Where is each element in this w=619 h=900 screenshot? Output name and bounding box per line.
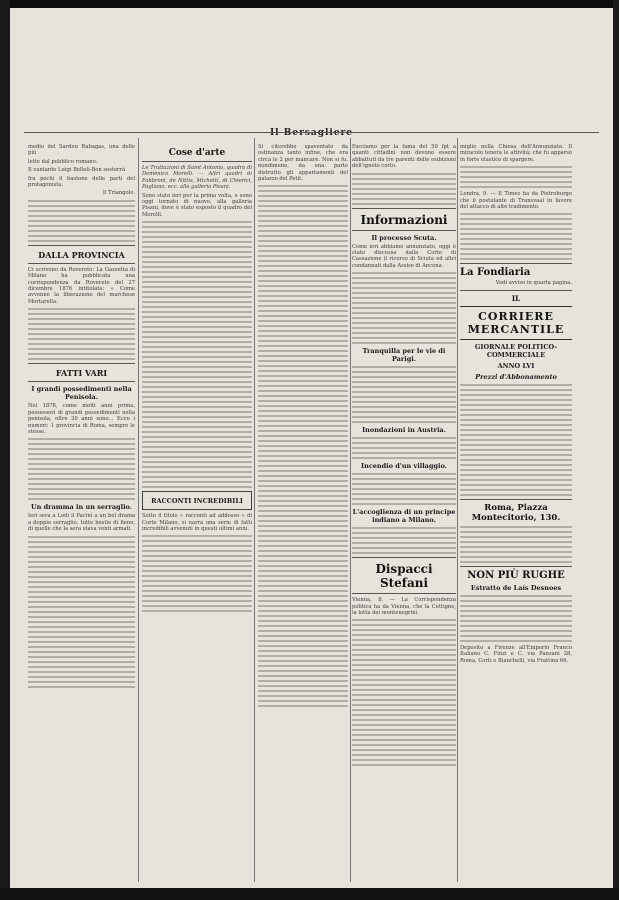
corriere-subtitle: GIORNALE POLITICO-COMMERCIALE <box>474 342 558 359</box>
article-headline: L'accoglienza di un principe indiano a Milano. <box>352 508 456 525</box>
article-body: Sono stato ieri per la prima volta, e sono oggi tornato di nuovo, alla galleria Pisani, dove è stato esposto il quadro del Morelli. <box>142 192 252 218</box>
newspaper-title: Il Bersagliere <box>269 128 354 138</box>
article-subtitle: Le Trattazioni di Saint Antonio, quadro di Domenico Morelli. — Altri quadri di Fabbroni, de Nittis, Michetti, di Chierici, Pagliano, ecc. alla galleria Pisani. <box>142 165 252 191</box>
column-3 <box>258 144 348 882</box>
article-headline: I grandi possedimenti nella Penisola. <box>31 385 132 402</box>
nonpiu-text: Deposito a Firenze all'Emporio Franco Italiano C. Finzi e C. via Panzani 28, Roma, Corti e Bianchelli, via Frattina 66. <box>460 644 572 664</box>
section-cose-darte: Cose d'arte <box>168 148 226 158</box>
section-dispacci: Dispacci Stefani <box>375 562 433 591</box>
section-fatti-vari: FATTI VARI <box>55 368 108 379</box>
nonpiu-subtitle: Estratto de Laís Desnoes <box>470 583 562 592</box>
column-divider <box>254 138 255 882</box>
intro-line: fra pochi il bastone delle parti del protagonista. <box>28 175 135 189</box>
scan-edge-bottom <box>0 888 619 900</box>
article-body: Vienna, 8. — La Corrispondenza politica ha da Vienna, che la Cettigne, la lotta dei montenegrini. <box>352 597 456 617</box>
intro-line: Il cantante Luigi Belloli-Bon sosterrà <box>28 167 126 174</box>
article-body: Ieri sera a Lodi il Pacini a un bel drama a doppio serraglio, tutte bestie di fieno, di quelle che la sera stava venti armati. <box>28 513 135 533</box>
roma-ad: Roma, Piazza Montecitorio, 130. <box>471 502 561 523</box>
column-2 <box>142 144 252 882</box>
intro-signature: Il Triangolo. <box>102 190 135 197</box>
section-informazioni: Informazioni <box>360 212 448 227</box>
prezzi-title: Prezzi d'Abbonamento <box>475 372 557 381</box>
corriere-title-il: IL <box>511 293 521 303</box>
racconti-box <box>142 491 252 510</box>
column-divider <box>457 138 458 882</box>
scan-edge-left <box>0 0 10 900</box>
article-headline: Un dramma in un serraglio. <box>30 503 133 512</box>
article-body: Nel 1878, come molti anni prima, possessori di grandi possedimenti nella penisola, oltre 30 anni sono... Ecco i numeri: 1 provincia di Roma, sempre le stesse. <box>28 403 135 435</box>
fondiaria-title: La Fondiaria <box>460 267 531 279</box>
intro-line: lette dal pubblico romano. <box>28 158 98 165</box>
newspaper-page <box>10 8 613 892</box>
column-5 <box>460 144 572 882</box>
fondiaria-note: Vedi avviso in quarta pagina. <box>495 280 572 287</box>
column-1 <box>28 144 135 882</box>
article-headline: Il processo Scuta. <box>371 233 437 242</box>
article-body: Londra, 9. — Il Times ha da Pietroburgo che il postulante di Transvaal in favore del attacco di alto tradimento. <box>460 191 572 211</box>
corriere-mercantile-title: CORRIERE MERCANTILE <box>460 306 572 340</box>
article-body: Come ieri abbiamo annunziato, oggi è stato discussa dalla Corte di Cassazione il ricorso di Sciuta ed altri condannati dalla Assise di Ancona. <box>352 243 456 269</box>
article-headline: Tranquilla per le vie di Parigi. <box>362 347 446 364</box>
section-dalla-provincia: DALLA PROVINCIA <box>38 249 125 260</box>
nonpiu-title: NON PIÙ RUGHE <box>467 569 565 581</box>
province-article: Ci scrivono da Rovereto: La Gazzetta di Milano ha pubblicata una corrispondenza da Rovereto del 27 dicembre 1876 intitolata: « Come avvenne la liberazione del marchese Mortarella. <box>28 266 135 305</box>
header-rule <box>24 132 599 133</box>
intro-line: medio del Sardou Rabagas, una delle più <box>28 144 135 157</box>
article-body: Si citerebbe spaventato da ostinanza tanto infine, che era circa le 2 per mancare. Non si fu, nondimeno, da una parte distrutto gli appartamenti del palazzo del Petit. <box>258 144 348 183</box>
article-body: miglio nella Chiesa dell'Annunziata. Il miracolo tenera le attività; che fu apparso in forte elastico di spargere. <box>460 144 572 163</box>
article-body: Sotto il titolo « racconti ad addosso » di Corte Milano, si narra una serie di fatti incredibili avvenuti in questi ultimi anni. <box>142 513 252 533</box>
column-4 <box>352 144 456 882</box>
anno-label: ANNO LVI <box>497 361 535 370</box>
article-headline: Incendio d'un villaggio. <box>361 462 447 471</box>
column-divider <box>350 138 351 882</box>
article-headline: Inondazioni in Austria. <box>362 426 446 435</box>
section-racconti: RACCONTI INCREDIBILI <box>151 497 243 506</box>
article-body: Facciamo per la fama del 50 fpt a quanti cittadini non devono essere abbattuti da tre parenti delle esibizioni dell'ignoto corto. <box>352 144 456 170</box>
scan-edge-right <box>613 0 619 900</box>
column-divider <box>138 138 139 882</box>
